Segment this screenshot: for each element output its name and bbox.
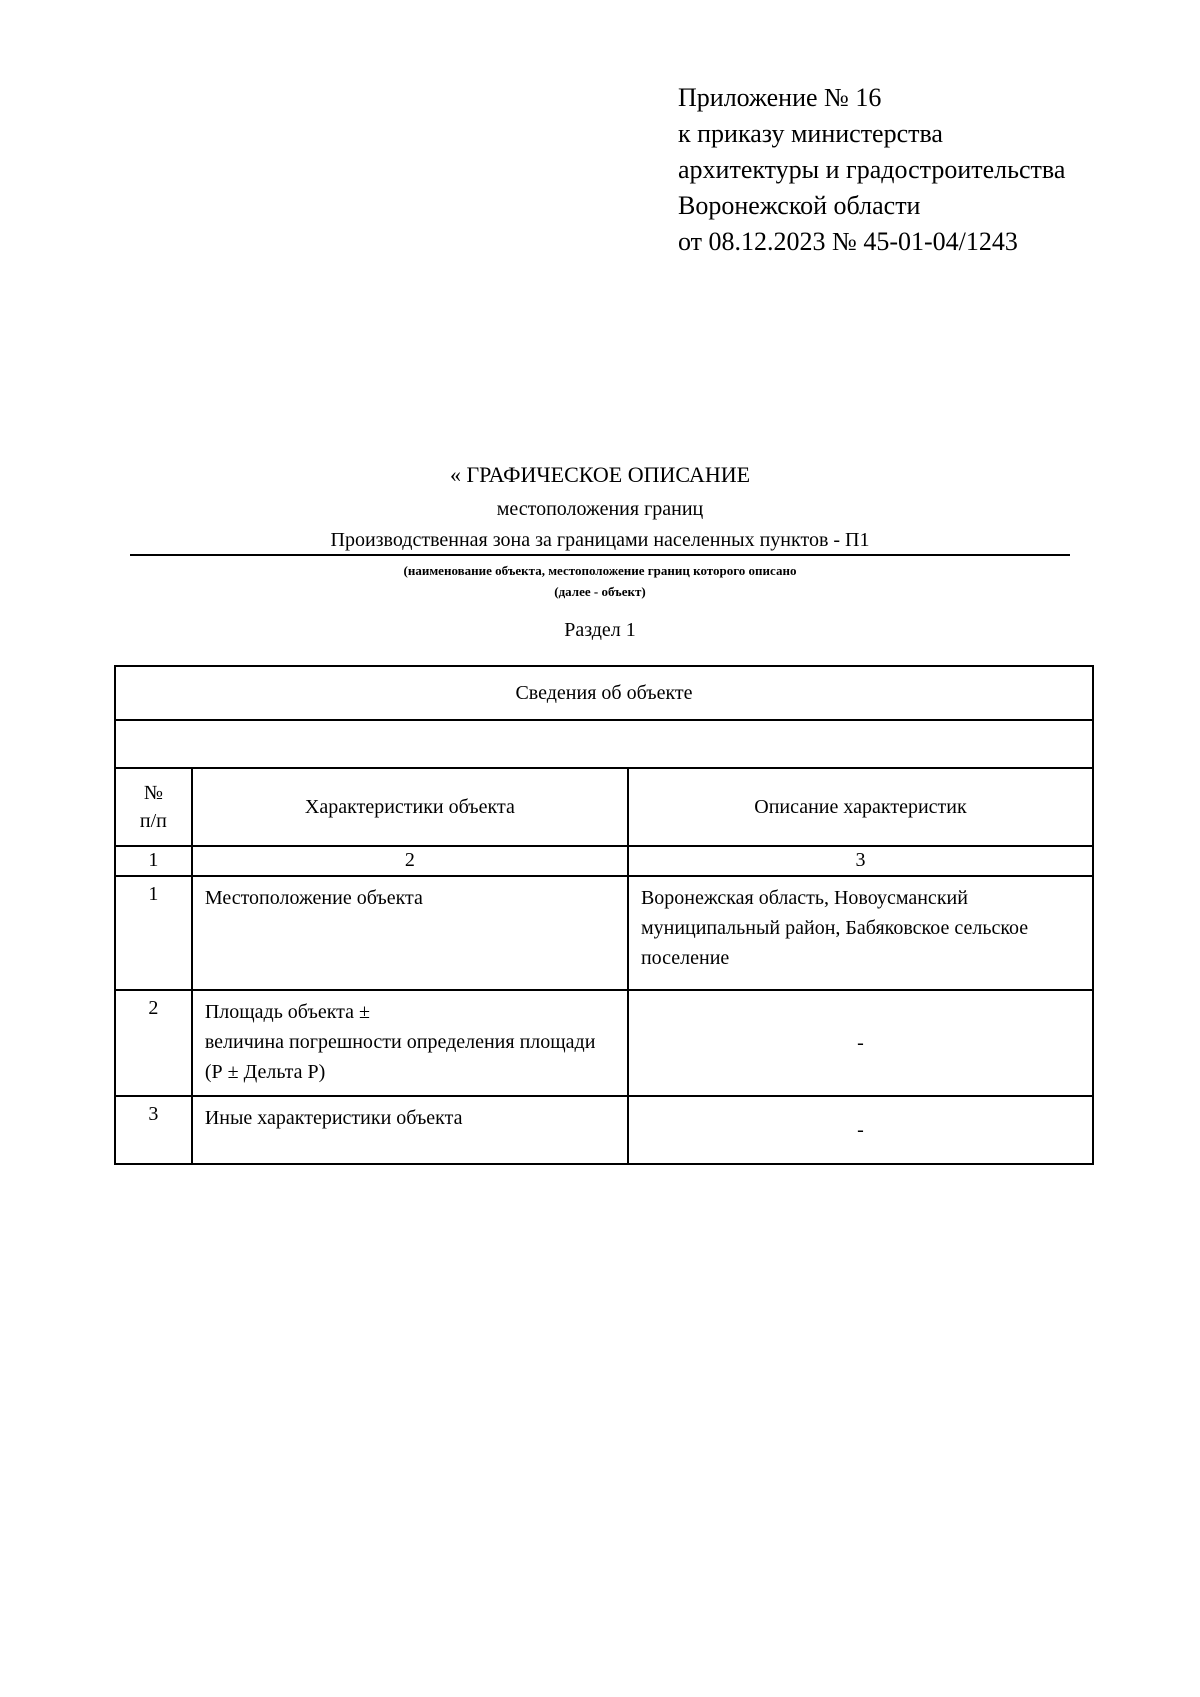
column-number: 2	[192, 846, 628, 876]
header-line: от 08.12.2023 № 45-01-04/1243	[678, 227, 1018, 256]
empty-cell	[115, 720, 1093, 768]
row-description: -	[628, 1096, 1093, 1164]
header-number	[115, 768, 192, 846]
row-description: -	[628, 990, 1093, 1096]
row-number: 2	[115, 990, 192, 1096]
row-number: 1	[115, 876, 192, 990]
object-info-table	[114, 665, 1094, 1165]
document-title: « ГРАФИЧЕСКОЕ ОПИСАНИЕ	[449, 462, 751, 487]
object-name: Производственная зона за границами населенных пунктов - П1	[130, 526, 1070, 556]
row-characteristic: Иные характеристики объекта	[192, 1096, 628, 1164]
header-line: архитектуры и градостроительства	[678, 155, 1066, 184]
table-header-row	[115, 768, 1093, 846]
header-line: к приказу министерства	[678, 119, 943, 148]
section-label: Раздел 1	[564, 619, 636, 641]
header-description: Описание характеристик	[628, 768, 1093, 846]
row-number: 3	[115, 1096, 192, 1164]
object-caption: (наименование объекта, местоположение границ которого описано	[403, 563, 797, 578]
row-characteristic	[192, 990, 628, 1096]
table-caption: Сведения об объекте	[115, 666, 1093, 720]
appendix-header	[678, 80, 1178, 260]
header-characteristics: Характеристики объекта	[192, 768, 628, 846]
column-number-row	[115, 846, 1093, 876]
document-title-block	[0, 460, 1200, 644]
table-caption-row	[115, 666, 1093, 720]
column-number: 3	[628, 846, 1093, 876]
row-characteristic-text: Площадь объекта ± величина погрешности определения площади (Р ± Дельта Р)	[204, 1001, 596, 1083]
table-empty-row	[115, 720, 1093, 768]
table-row	[115, 876, 1093, 990]
column-number: 1	[115, 846, 192, 876]
header-line: Воронежской области	[678, 191, 921, 220]
header-number-label: № п/п	[139, 782, 167, 832]
table-row	[115, 1096, 1093, 1164]
row-description: Воронежская область, Новоусманский муниципальный район, Бабяковское сельское поселение	[628, 876, 1093, 990]
document-subtitle: местоположения границ	[496, 498, 704, 520]
header-line: Приложение № 16	[678, 83, 882, 112]
object-caption-continued: (далее - объект)	[554, 584, 646, 599]
table-row	[115, 990, 1093, 1096]
row-characteristic: Местоположение объекта	[192, 876, 628, 990]
